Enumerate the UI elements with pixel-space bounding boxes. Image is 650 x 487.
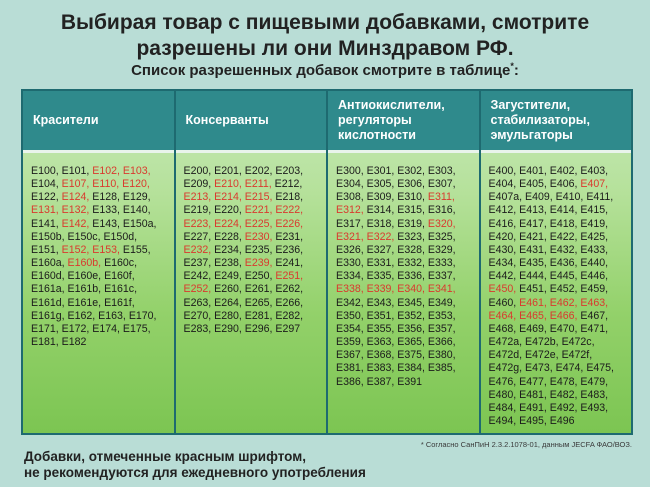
additive-code: E413, — [519, 204, 547, 217]
additive-code: E160c, — [104, 257, 138, 270]
additive-code: E481, — [519, 388, 547, 401]
additive-code: E472c, — [561, 336, 595, 349]
additive-code-not-recommended: E160b, — [67, 257, 102, 270]
additive-code-not-recommended: E211, — [244, 178, 272, 191]
column-dyes — [23, 91, 176, 433]
additive-code: E175, — [122, 322, 151, 335]
additive-code: E391 — [397, 375, 423, 388]
additive-code: E161f, — [104, 296, 135, 309]
additive-code: E436, — [549, 257, 578, 270]
additive-code: E162, — [67, 309, 96, 322]
additive-code-not-recommended: E210, — [214, 178, 242, 191]
additive-code: E150d, — [103, 230, 138, 243]
additive-code: E283, — [183, 322, 212, 335]
additive-code-not-recommended: E311, — [427, 191, 455, 204]
additive-code: E318, — [366, 217, 395, 230]
additive-code: E422, — [549, 230, 578, 243]
additive-code: E491, — [519, 401, 547, 414]
additive-code: E352, — [397, 309, 425, 322]
additive-code: E406, — [549, 178, 578, 191]
additive-code: E333, — [427, 257, 456, 270]
additive-code-not-recommended: E320, — [427, 217, 456, 230]
additive-code: E290, — [214, 322, 242, 335]
additive-code: E415, — [580, 204, 609, 217]
additive-code: E328, — [397, 243, 425, 256]
additive-code: E479, — [580, 375, 609, 388]
additive-code-not-recommended: E225, — [244, 217, 273, 230]
additive-code: E150a, — [122, 217, 157, 230]
column-codes — [23, 153, 174, 353]
column-codes — [328, 153, 479, 393]
additive-code: E319, — [397, 217, 425, 230]
additive-code: E440, — [580, 257, 609, 270]
additive-code-not-recommended: E214, — [214, 191, 242, 204]
additive-code: E472a, — [488, 336, 523, 349]
additive-code: E400, — [488, 165, 517, 177]
additive-code: E451, — [519, 283, 547, 296]
column-thickeners — [481, 91, 632, 433]
additive-code-not-recommended: E142, — [61, 217, 90, 230]
additive-code: E460, — [488, 296, 517, 309]
additive-code: E236, — [275, 243, 304, 256]
additive-code: E174, — [92, 322, 120, 335]
additive-code: E334, — [336, 270, 364, 283]
column-header: Антиокислители, регуляторы кислотности — [328, 91, 479, 153]
additive-code: E445, — [549, 270, 578, 283]
additive-code-not-recommended: E110, — [92, 178, 120, 191]
additive-code: E296, — [244, 322, 273, 335]
additive-code: E483, — [580, 388, 609, 401]
additive-code-not-recommended: E230, — [244, 230, 273, 243]
additive-code: E330, — [336, 257, 364, 270]
subtitle — [0, 61, 650, 79]
additive-code-not-recommended: E124, — [61, 191, 90, 204]
additive-code: E477, — [519, 375, 547, 388]
additive-code-not-recommended: E251, — [275, 270, 304, 283]
additive-code: E430, — [488, 243, 517, 256]
additive-code: E250, — [244, 270, 273, 283]
column-codes — [481, 153, 632, 432]
additive-code: E355, — [366, 322, 395, 335]
additive-code: E387, — [366, 375, 395, 388]
additive-code: E104, — [31, 178, 59, 191]
additive-code: E365, — [397, 336, 425, 349]
additive-code: E432, — [549, 243, 578, 256]
bottom-note — [24, 449, 366, 481]
additive-code: E410, — [555, 191, 584, 204]
additive-code-not-recommended: E222, — [275, 204, 304, 217]
additive-code: E472f, — [561, 349, 593, 362]
additive-code: E326, — [336, 243, 364, 256]
additive-code: E262, — [275, 283, 304, 296]
column-header: Загустители, стабилизаторы, эмульгаторы — [481, 91, 632, 153]
additive-code: E380, — [427, 349, 456, 362]
additive-code: E265, — [244, 296, 273, 309]
title-line-1: Выбирая товар с пищевыми добавками, смотрите — [60, 11, 590, 34]
additives-table — [21, 89, 633, 435]
additive-code: E100, — [31, 165, 59, 177]
additive-code: E201, — [214, 165, 242, 177]
additive-code: E412, — [488, 204, 517, 217]
additive-code: E310, — [397, 191, 425, 204]
additive-code: E452, — [549, 283, 578, 296]
additive-code: E349, — [427, 296, 456, 309]
additive-code-not-recommended: E321, — [336, 230, 364, 243]
additive-code-not-recommended: E152, — [61, 243, 90, 256]
additive-code: E316, — [427, 204, 456, 217]
additive-code: E331, — [366, 257, 395, 270]
additive-code-not-recommended: E107, — [61, 178, 90, 191]
additive-code: E472g, — [488, 362, 523, 375]
additive-code: E444, — [519, 270, 547, 283]
additive-code: E434, — [488, 257, 517, 270]
additive-code: E280, — [214, 309, 242, 322]
additive-code: E161d, — [31, 296, 65, 309]
additive-code: E367, — [336, 349, 364, 362]
additive-code: E309, — [366, 191, 395, 204]
additive-code: E128, — [92, 191, 120, 204]
additive-code: E368, — [366, 349, 395, 362]
additive-code: E160d, — [31, 270, 65, 283]
additive-code: E345, — [397, 296, 425, 309]
additive-code-not-recommended: E224, — [214, 217, 242, 230]
additive-code: E493, — [580, 401, 609, 414]
additive-code: E234, — [214, 243, 242, 256]
additive-code: E181, — [31, 336, 59, 349]
additive-code: E494, — [488, 414, 517, 427]
additive-code: E381, — [336, 362, 364, 375]
additive-code: E350, — [336, 309, 364, 322]
additive-code: E161c, — [104, 283, 138, 296]
additive-code-not-recommended: E103, — [122, 165, 151, 177]
bottom-note-line-2: не рекомендуются для ежедневного употребления — [24, 465, 366, 480]
additive-code: E359, — [336, 336, 364, 349]
additive-code: E386, — [336, 375, 364, 388]
additive-code: E351, — [366, 309, 395, 322]
additive-code: E332, — [397, 257, 425, 270]
additive-code: E496 — [549, 414, 575, 427]
additive-code: E314, — [366, 204, 395, 217]
additive-code: E231, — [275, 230, 304, 243]
additive-code: E478, — [549, 375, 578, 388]
additive-code: E297 — [275, 322, 301, 335]
additive-code: E305, — [366, 178, 395, 191]
additive-code: E431, — [519, 243, 547, 256]
additive-code: E342, — [336, 296, 364, 309]
additive-code-not-recommended: E339, — [366, 283, 395, 296]
additive-code: E161b, — [67, 283, 102, 296]
additive-code: E325, — [427, 230, 456, 243]
additive-code: E263, — [183, 296, 212, 309]
additive-code-not-recommended: E466, — [549, 309, 578, 322]
additive-code: E172, — [61, 322, 90, 335]
additive-code: E301, — [366, 165, 395, 177]
additive-code: E212, — [274, 178, 303, 191]
additive-code-not-recommended: E232, — [183, 243, 212, 256]
additive-code: E218, — [275, 191, 304, 204]
additive-code: E405, — [519, 178, 547, 191]
additive-code: E475, — [586, 362, 614, 375]
additive-code: E300, — [336, 165, 364, 177]
additive-code: E327, — [366, 243, 395, 256]
additive-code: E141, — [31, 217, 59, 230]
additive-code-not-recommended: E131, — [31, 204, 59, 217]
additive-code: E363, — [366, 336, 395, 349]
additive-code: E219, — [183, 204, 212, 217]
additive-code: E356, — [397, 322, 425, 335]
additive-code: E421, — [519, 230, 547, 243]
footnote: * Согласно СанПиН 2.3.2.1078-01, данным JECFA ФАО/ВОЗ. — [420, 440, 632, 449]
additive-code: E476, — [488, 375, 517, 388]
additive-code-not-recommended: E312, — [336, 204, 364, 217]
additive-code: E235, — [244, 243, 273, 256]
additive-code: E383, — [366, 362, 395, 375]
additive-code-not-recommended: E221, — [244, 204, 273, 217]
additive-code: E163, — [98, 309, 126, 322]
additive-code: E160e, — [67, 270, 102, 283]
additive-code: E404, — [488, 178, 517, 191]
additive-code: E414, — [549, 204, 578, 217]
additive-code: E354, — [336, 322, 364, 335]
additive-code-not-recommended: E226, — [275, 217, 304, 230]
additive-code: E249, — [214, 270, 242, 283]
additive-code: E315, — [397, 204, 425, 217]
additive-code: E150c, — [67, 230, 101, 243]
additive-code: E335, — [366, 270, 395, 283]
column-header: Консерванты — [176, 91, 327, 153]
additive-code: E402, — [549, 165, 578, 177]
additive-code: E417, — [519, 217, 547, 230]
additive-code: E200, — [183, 165, 212, 177]
additive-code-not-recommended: E213, — [183, 191, 212, 204]
additive-code: E261, — [244, 283, 273, 296]
additive-code: E228, — [214, 230, 242, 243]
additive-code: E385, — [427, 362, 456, 375]
additive-code-not-recommended: E461, — [519, 296, 547, 309]
additive-code: E101, — [61, 165, 90, 177]
additive-code: E469, — [519, 322, 547, 335]
additive-code: E470, — [549, 322, 578, 335]
additive-code: E411, — [586, 191, 614, 204]
additive-code: E209, — [183, 178, 212, 191]
subtitle-footnote-mark: * — [510, 61, 514, 71]
additive-code: E302, — [397, 165, 425, 177]
additive-code: E237, — [183, 257, 212, 270]
additive-code-not-recommended: E465, — [519, 309, 547, 322]
additive-code: E472e, — [525, 349, 559, 362]
additive-code: E140, — [122, 204, 151, 217]
additive-code: E303, — [427, 165, 456, 177]
additive-code: E482, — [549, 388, 578, 401]
additive-code: E474, — [555, 362, 584, 375]
additive-code: E241, — [275, 257, 304, 270]
additive-code-not-recommended: E450, — [488, 283, 517, 296]
additive-code-not-recommended: E338, — [336, 283, 364, 296]
additive-code-not-recommended: E407, — [580, 178, 609, 191]
additive-code: E492, — [549, 401, 578, 414]
additive-code: E459, — [580, 283, 609, 296]
additive-code: E281, — [244, 309, 273, 322]
additive-code: E409, — [525, 191, 553, 204]
bottom-note-line-1: Добавки, отмеченные красным шрифтом, — [24, 449, 306, 464]
additive-code: E337, — [427, 270, 456, 283]
subtitle-colon: : — [513, 62, 519, 79]
additive-code: E480, — [488, 388, 517, 401]
additive-code: E357, — [427, 322, 456, 335]
additive-code-not-recommended: E153, — [92, 243, 120, 256]
additive-code: E419, — [580, 217, 609, 230]
additive-code: E442, — [488, 270, 517, 283]
additive-code: E270, — [183, 309, 212, 322]
additive-code-not-recommended: E132, — [61, 204, 90, 217]
additive-code: E171, — [31, 322, 59, 335]
additive-code: E495, — [519, 414, 547, 427]
additive-code: E133, — [92, 204, 120, 217]
additive-code: E425, — [580, 230, 609, 243]
additive-code: E304, — [336, 178, 364, 191]
additive-code: E161e, — [67, 296, 102, 309]
additive-code-not-recommended: E462, — [549, 296, 578, 309]
additive-code: E366, — [427, 336, 456, 349]
additive-code: E306, — [397, 178, 425, 191]
column-header: Красители — [23, 91, 174, 153]
column-codes — [176, 153, 327, 340]
additive-code: E203, — [275, 165, 304, 177]
additive-code: E323, — [397, 230, 425, 243]
additive-code: E122, — [31, 191, 59, 204]
title-line-2: разрешены ли они Минздравом РФ. — [136, 37, 514, 60]
additive-code-not-recommended: E463, — [580, 296, 609, 309]
additive-code: E161a, — [31, 283, 65, 296]
additive-code: E155, — [122, 243, 151, 256]
additive-code: E227, — [183, 230, 212, 243]
additive-code: E420, — [488, 230, 517, 243]
additive-code: E446, — [580, 270, 609, 283]
additive-code: E151, — [31, 243, 59, 256]
additive-code: E160f, — [104, 270, 135, 283]
additive-code: E264, — [214, 296, 242, 309]
additive-code: E468, — [488, 322, 517, 335]
additive-code: E308, — [336, 191, 364, 204]
additive-code: E150b, — [31, 230, 65, 243]
additive-code: E407a, — [488, 191, 523, 204]
additive-code: E260, — [214, 283, 242, 296]
additive-code: E202, — [244, 165, 273, 177]
additive-code: E170, — [128, 309, 157, 322]
additive-code-not-recommended: E239, — [244, 257, 273, 270]
additive-code-not-recommended: E322, — [366, 230, 395, 243]
additive-code: E433, — [580, 243, 609, 256]
column-preservatives — [176, 91, 329, 433]
additive-code-not-recommended: E215, — [244, 191, 273, 204]
column-antioxidants — [328, 91, 481, 433]
additive-code: E143, — [92, 217, 120, 230]
additive-code-not-recommended: E341, — [427, 283, 456, 296]
additive-code: E401, — [519, 165, 547, 177]
additive-code: E467, — [580, 309, 609, 322]
additive-code-not-recommended: E464, — [488, 309, 517, 322]
additive-code: E384, — [397, 362, 425, 375]
additive-code: E129, — [122, 191, 151, 204]
additive-code: E329, — [427, 243, 456, 256]
additive-code-not-recommended: E223, — [183, 217, 212, 230]
additive-code: E160a, — [31, 257, 65, 270]
additive-code: E182 — [61, 336, 87, 349]
additive-code: E418, — [549, 217, 578, 230]
additive-code-not-recommended: E102, — [92, 165, 120, 177]
additive-code: E336, — [397, 270, 425, 283]
additive-code: E161g, — [31, 309, 65, 322]
additive-code-not-recommended: E252, — [183, 283, 212, 296]
additive-code: E266, — [275, 296, 304, 309]
additive-code: E317, — [336, 217, 364, 230]
additive-code: E484, — [488, 401, 517, 414]
additive-code: E472d, — [488, 349, 523, 362]
additive-code: E403, — [580, 165, 609, 177]
additive-code: E472b, — [525, 336, 559, 349]
additive-code: E343, — [366, 296, 395, 309]
additive-code: E242, — [183, 270, 212, 283]
additive-code: E416, — [488, 217, 517, 230]
page-title — [0, 10, 650, 62]
additive-code: E282, — [275, 309, 304, 322]
additive-code-not-recommended: E340, — [397, 283, 425, 296]
additive-code: E471, — [580, 322, 609, 335]
additive-code: E238, — [214, 257, 242, 270]
additive-code: E435, — [519, 257, 547, 270]
additive-code: E353, — [427, 309, 456, 322]
subtitle-text: Список разрешенных добавок смотрите в таблице — [131, 62, 511, 79]
additive-code: E307, — [427, 178, 456, 191]
additive-code: E473, — [525, 362, 553, 375]
additive-code: E220, — [214, 204, 242, 217]
additive-code-not-recommended: E120, — [122, 178, 150, 191]
additive-code: E375, — [397, 349, 425, 362]
